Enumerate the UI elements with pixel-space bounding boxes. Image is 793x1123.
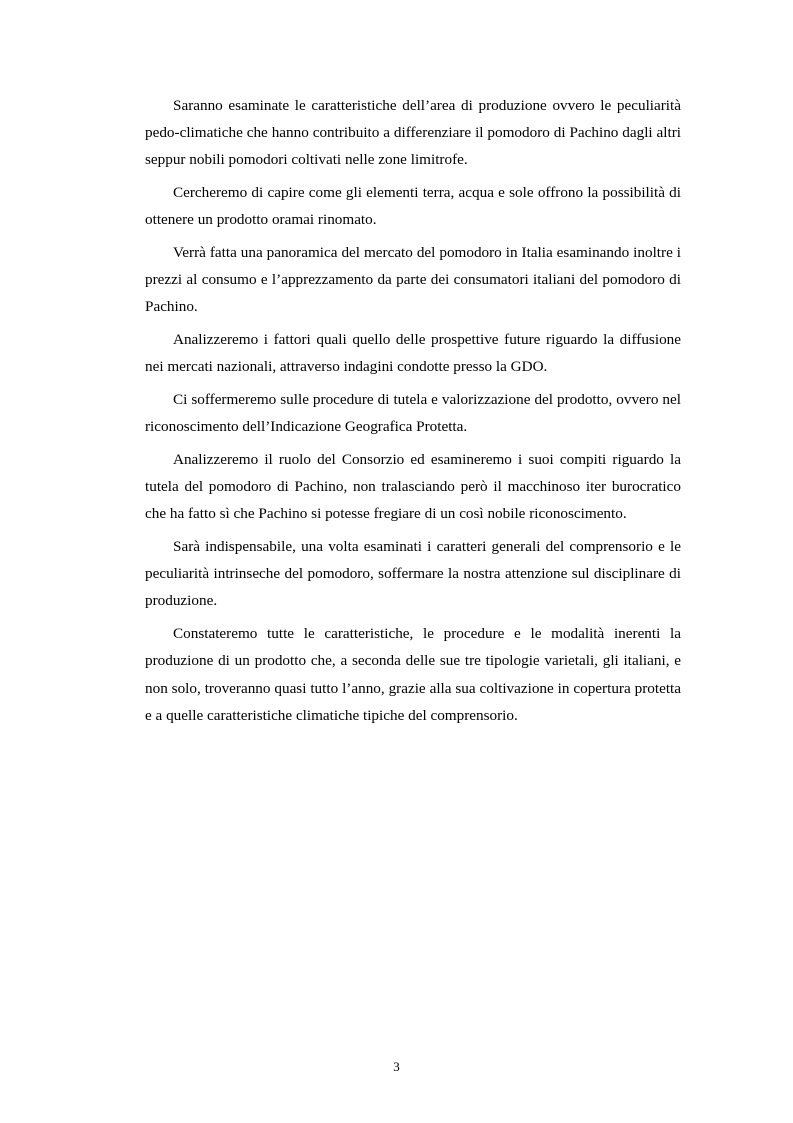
- paragraph-market-overview: Verrà fatta una panoramica del mercato del pomodoro in Italia esaminando inoltre i prezzi al consumo e l’apprezzamento da parte dei consumatori italiani del pomodoro di Pachino.: [145, 244, 681, 316]
- paragraph-characteristics: Constateremo tutte le caratteristiche, le procedure e le modalità inerenti la produzione di un prodotto che, a seconda delle sue tre tipologie varietali, gli italiani, e non solo, troveranno quasi tutto l’anno, grazie alla sua coltivazione in copertura protetta e a quelle caratteristiche climatiche tipiche del comprensorio.: [145, 625, 681, 724]
- paragraph-consortium-role: Analizzeremo il ruolo del Consorzio ed esamineremo i suoi compiti riguardo la tutela del pomodoro di Pachino, non tralasciando però il macchinoso iter burocratico che ha fatto sì che Pachino si potesse fregiare di un così nobile riconoscimento.: [145, 450, 681, 523]
- page-number: 3: [393, 1059, 400, 1074]
- paragraph-production-area: Saranno esaminate le caratteristiche dell’area di produzione ovvero le peculiarità pedo-climatiche che hanno contribuito a differenziare il pomodoro di Pachino dagli altri seppur nobili pomodori coltivati nelle zone limitrofe.: [145, 97, 681, 169]
- paragraph-protection-igp: Ci soffermeremo sulle procedure di tutela e valorizzazione del prodotto, ovvero nel riconoscimento dell’Indicazione Geografica Protetta.: [145, 391, 681, 436]
- paragraph-production-rules: Sarà indispensabile, una volta esaminati i caratteri generali del comprensorio e le peculiarità intrinseche del pomodoro, soffermare la nostra attenzione sul disciplinare di produzione.: [145, 538, 681, 610]
- body-text: [145, 92, 681, 734]
- paragraph-future-prospects: Analizzeremo i fattori quali quello delle prospettive future riguardo la diffusione nei mercati nazionali, attraverso indagini condotte presso la GDO.: [145, 331, 681, 376]
- paragraph-earth-water-sun: Cercheremo di capire come gli elementi terra, acqua e sole offrono la possibilità di ottenere un prodotto oramai rinomato.: [145, 184, 681, 229]
